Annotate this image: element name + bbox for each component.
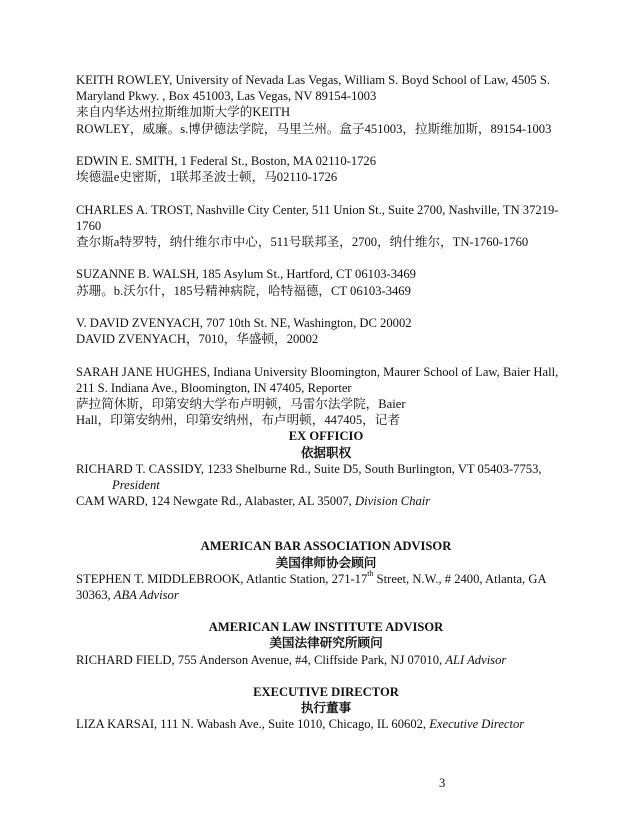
entry-text: RICHARD FIELD, 755 Anderson Avenue, #4, Cliffside Park, NJ 07010,: [76, 652, 446, 667]
entry-role: ALI Advisor: [445, 652, 507, 667]
document-page: [76, 72, 576, 732]
ordinal-suffix: th: [367, 568, 374, 578]
entry-role: ABA Advisor: [113, 588, 179, 603]
ali-advisor-section: [76, 619, 576, 668]
section-heading: EXECUTIVE DIRECTOR: [253, 684, 399, 699]
section-heading-zh: 执行董事: [300, 701, 352, 716]
member-line-zh: 埃德温e史密斯，1联邦圣波士顿，马02110-1726: [76, 170, 338, 185]
entry-text: STEPHEN T. MIDDLEBROOK, Atlantic Station, 271-17: [76, 571, 368, 586]
ex-officio-entry: [76, 493, 576, 509]
member-line-zh: Hall，印第安纳州，印第安纳州，布卢明顿，447405，记者: [76, 413, 400, 428]
entry-role: Executive Director: [429, 717, 525, 732]
member-line: EDWIN E. SMITH, 1 Federal St., Boston, MA 02110-1726: [76, 154, 377, 168]
entry-text: CAM WARD, 124 Newgate Rd., Alabaster, AL 35007,: [76, 494, 355, 509]
member-entry-trost: [76, 202, 576, 251]
member-line: 211 S. Indiana Ave., Bloomington, IN 47405, Reporter: [76, 380, 352, 395]
member-line-zh: 查尔斯a特罗特，纳什维尔市中心，511号联邦圣，2700，纳什维尔，TN-1760-1760: [76, 235, 529, 249]
ex-officio-entry: RICHARD T. CASSIDY, 1233 Shelburne Rd., Suite D5, South Burlington, VT 05403-7753,: [76, 461, 542, 476]
member-line-zh: 苏珊。b.沃尔什，185号精神病院，哈特福德，CT 06103-3469: [76, 283, 411, 298]
aba-advisor-entry-line2: [76, 587, 576, 603]
section-heading: EX OFFICIO: [288, 429, 364, 444]
member-entry-rowley: [76, 72, 576, 137]
entry-text: 30363,: [76, 588, 114, 603]
member-line-zh: 萨拉简休斯，印第安纳大学布卢明顿，马雷尔法学院，Baier: [76, 396, 406, 411]
ex-officio-section: [76, 428, 576, 509]
member-line: 1760: [76, 218, 102, 233]
entry-text: Street, N.W., # 2400, Atlanta, GA: [373, 571, 547, 586]
member-line: SARAH JANE HUGHES, Indiana University Bloomington, Maurer School of Law, Baier Hall,: [76, 364, 559, 379]
section-heading: AMERICAN BAR ASSOCIATION ADVISOR: [200, 539, 452, 554]
section-heading: AMERICAN LAW INSTITUTE ADVISOR: [208, 620, 444, 635]
member-line-zh: ROWLEY，威廉。s.博伊德法学院，马里兰州。盒子451003，拉斯维加斯，89154-1003: [76, 121, 552, 136]
aba-advisor-section: [76, 538, 576, 603]
member-line: Maryland Pkwy. , Box 451003, Las Vegas, NV 89154-1003: [76, 89, 377, 104]
page-number: 3: [439, 776, 446, 790]
member-entry-hughes: [76, 364, 576, 429]
member-line: CHARLES A. TROST, Nashville City Center, 511 Union St., Suite 2700, Nashville, TN 37219-: [76, 202, 559, 217]
aba-advisor-entry: [76, 568, 576, 587]
executive-director-section: [76, 684, 576, 733]
ali-advisor-entry: [76, 652, 576, 668]
ex-officio-role: President: [112, 478, 160, 492]
entry-text: LIZA KARSAI, 111 N. Wabash Ave., Suite 1010, Chicago, IL 60602,: [76, 717, 430, 732]
executive-director-entry: [76, 716, 576, 732]
section-heading-zh: 美国法律研究所顾问: [269, 636, 383, 651]
entry-role: Division Chair: [354, 494, 431, 509]
section-heading-zh: 美国律师协会顾问: [275, 555, 377, 570]
member-line: KEITH ROWLEY, University of Nevada Las Vegas, William S. Boyd School of Law, 4505 S.: [76, 73, 551, 87]
member-entry-walsh: [76, 266, 576, 298]
member-entry-zvenyach: [76, 315, 576, 347]
section-heading-zh: 依据职权: [300, 445, 352, 460]
member-line-zh: DAVID ZVENYACH，7010，华盛顿，20002: [76, 332, 319, 347]
member-line-zh: 来自内华达州拉斯维加斯大学的KEITH: [76, 105, 291, 120]
member-line: SUZANNE B. WALSH, 185 Asylum St., Hartford, CT 06103-3469: [76, 267, 416, 282]
member-line: V. DAVID ZVENYACH, 707 10th St. NE, Washington, DC 20002: [76, 315, 412, 330]
member-entry-smith: [76, 153, 576, 185]
